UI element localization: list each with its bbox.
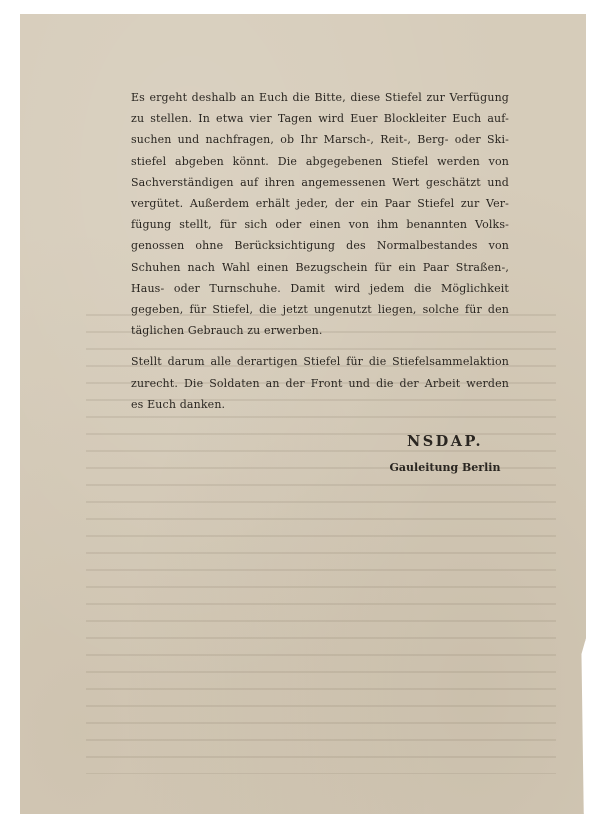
text-line: Stellt darum alle derartigen Stiefel für die Stiefelsammelaktion <box>131 355 509 369</box>
text-line: Haus- oder Turnschuhe. Damit wird jedem die Möglichkeit <box>131 281 509 295</box>
text-line: es Euch danken. <box>131 397 226 411</box>
signature-block <box>380 430 510 478</box>
text-line: Sachverständigen auf ihren angemessenen Wert geschätzt und <box>131 175 509 189</box>
signature-organization: NSDAP. <box>406 433 484 450</box>
text-line: täglichen Gebrauch zu erwerben. <box>131 324 323 338</box>
text-line: genossen ohne Berücksichtigung des Normalbestandes von <box>131 239 509 253</box>
text-line: suchen und nachfragen, ob Ihr Marsch-, Reit-, Berg- oder Ski- <box>131 133 509 147</box>
paragraph-appeal <box>131 351 509 415</box>
text-line: stiefel abgeben könnt. Die abgegebenen Stiefel werden von <box>131 154 509 168</box>
text-line: Es ergeht deshalb an Euch die Bitte, diese Stiefel zur Verfügung <box>131 91 509 104</box>
text-line: zurecht. Die Soldaten an der Front und die der Arbeit werden <box>131 376 509 390</box>
letter-body <box>131 87 509 415</box>
text-line: gegeben, für Stiefel, die jetzt ungenutzt liegen, solche für den <box>131 303 509 317</box>
text-line: vergütet. Außerdem erhält jeder, der ein Paar Stiefel zur Ver- <box>131 197 509 211</box>
text-line: zu stellen. In etwa vier Tagen wird Euer Blockleiter Euch auf- <box>131 112 509 126</box>
signature-unit: Gauleitung Berlin <box>389 461 501 474</box>
paragraph-request <box>131 87 509 341</box>
text-line: fügung stellt, für sich oder einen von ihm benannten Volks- <box>131 218 509 232</box>
text-line: Schuhen nach Wahl einen Bezugschein für ein Paar Straßen-, <box>131 260 509 274</box>
